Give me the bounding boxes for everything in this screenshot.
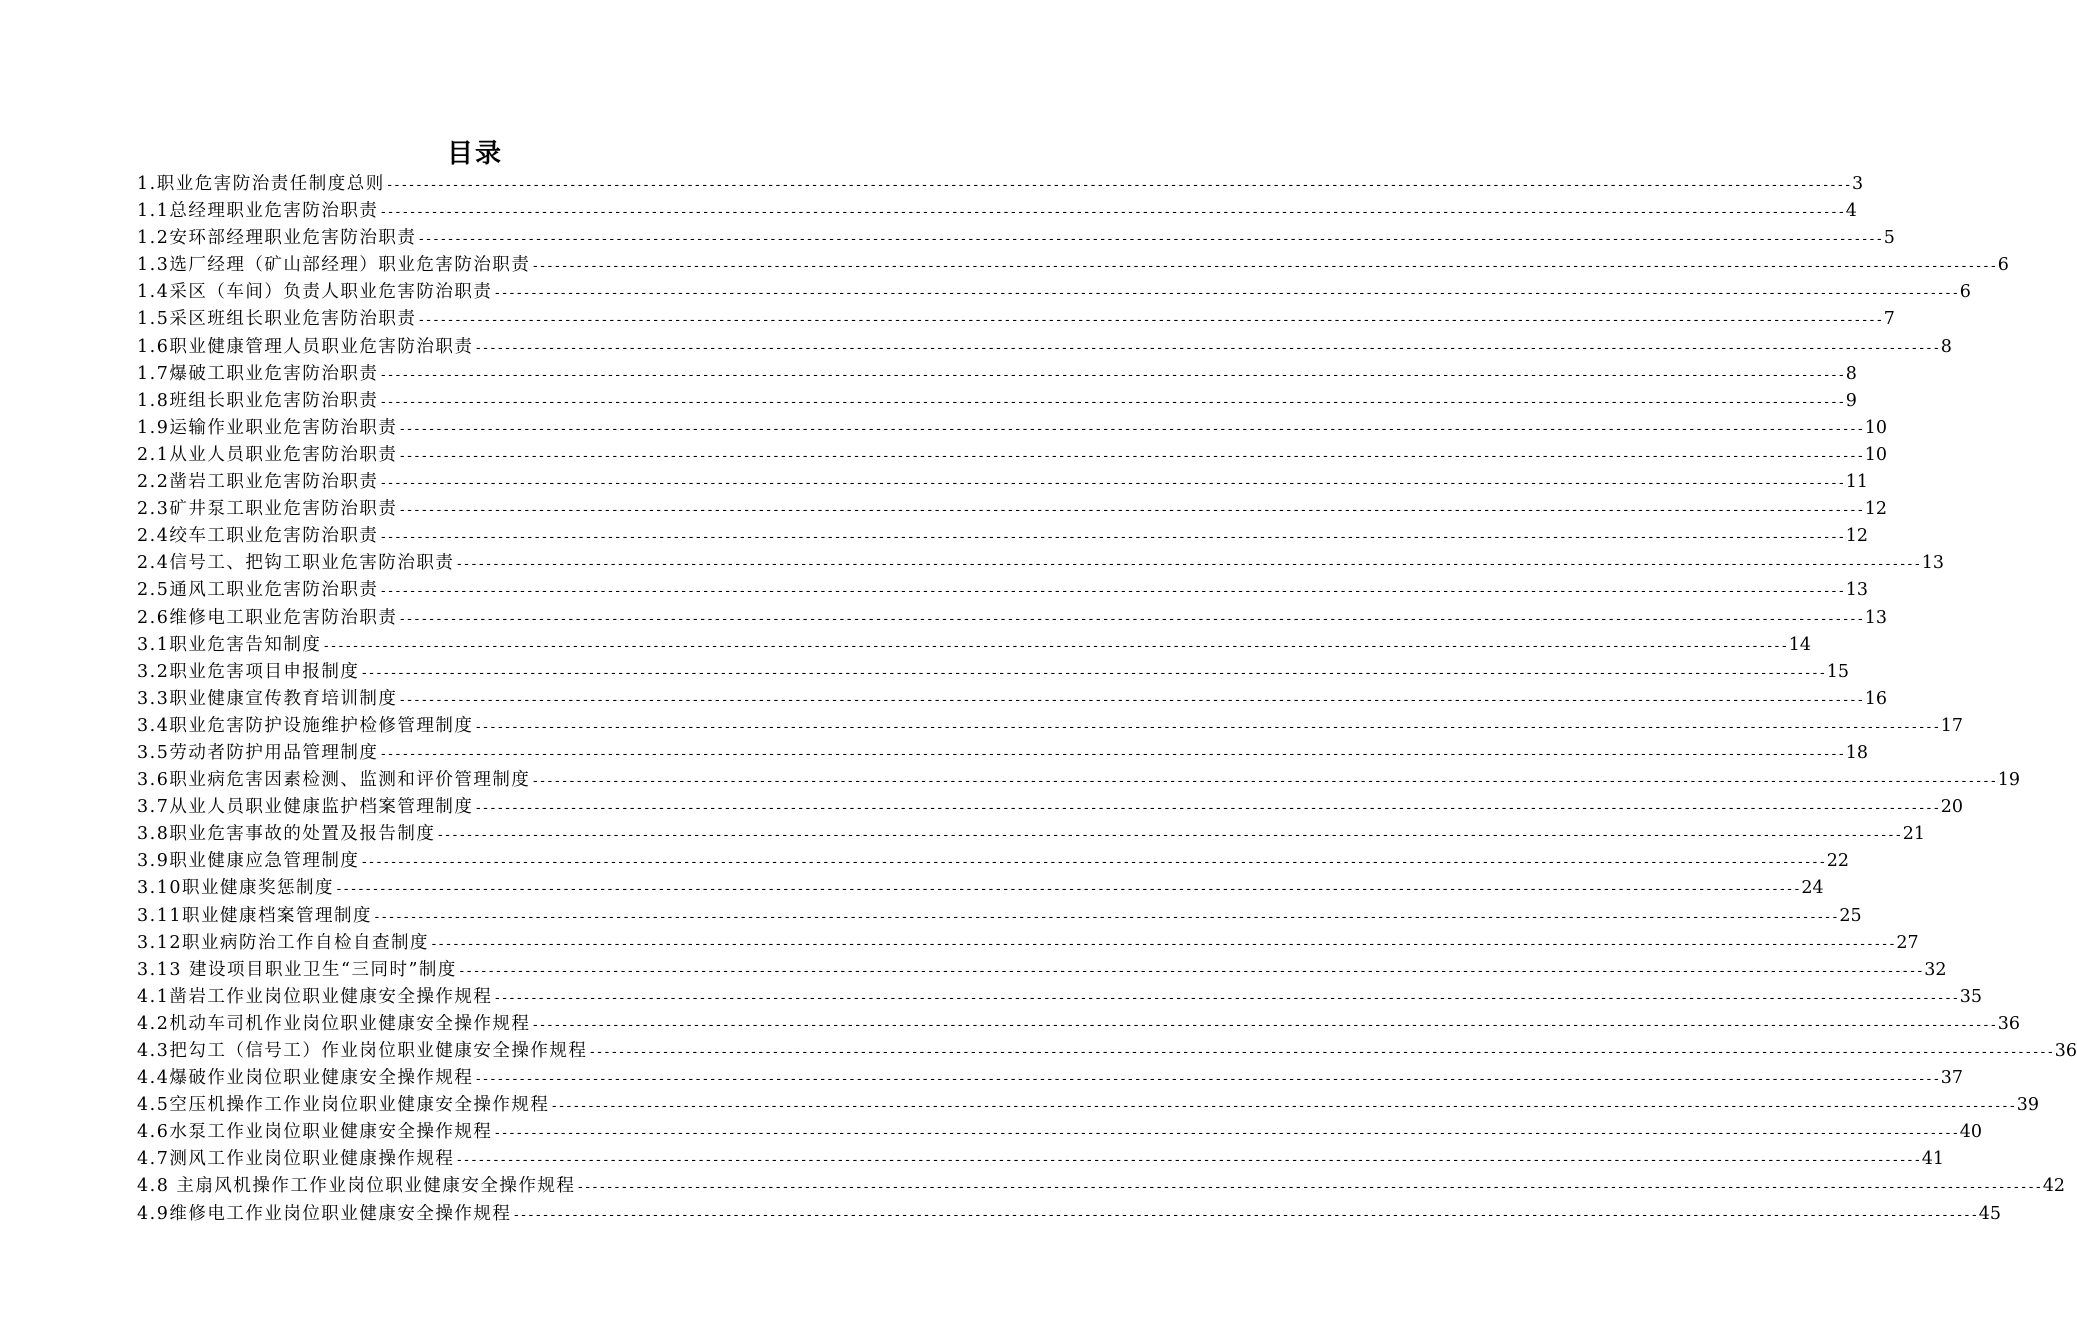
toc-entry-label: 2.2凿岩工职业危害防治职责	[137, 472, 379, 493]
toc-leader-line: --------------------------------------------------------------------------------------------------------------------------------------------------------------------------------------------------------	[417, 232, 1883, 248]
toc-entry-label: 3.3职业健康宣传教育培训制度	[137, 688, 398, 709]
toc-leader-line: --------------------------------------------------------------------------------------------------------------------------------------------------------------------------------------------------------	[455, 557, 1921, 573]
toc-entry-page-number: 25	[1839, 905, 1862, 926]
toc-entry-label: 1.6职业健康管理人员职业危害防治职责	[137, 336, 474, 357]
toc-entry-page-number: 6	[1997, 255, 2009, 276]
toc-leader-line: --------------------------------------------------------------------------------------------------------------------------------------------------------------------------------------------------------	[398, 611, 1864, 627]
toc-entry[interactable]	[137, 1173, 2066, 1200]
toc-leader-line: --------------------------------------------------------------------------------------------------------------------------------------------------------------------------------------------------------	[385, 178, 1852, 193]
toc-entry-page-number: 21	[1902, 824, 1925, 845]
toc-entry-page-number: 8	[1845, 363, 1857, 384]
toc-entry-page-number: 13	[1921, 553, 1944, 574]
toc-entry-label: 1.2安环部经理职业危害防治职责	[137, 228, 417, 249]
toc-entry-page-number: 11	[1845, 472, 1868, 493]
toc-entry-label: 3.9职业健康应急管理制度	[137, 851, 360, 872]
toc-title: 目录	[446, 139, 503, 169]
toc-entry[interactable]	[137, 957, 1947, 984]
toc-entry-label: 2.6维修电工职业危害防治职责	[137, 607, 398, 628]
toc-entry-page-number: 36	[2054, 1041, 2077, 1061]
toc-entry-label: 4.6水泵工作业岗位职业健康安全操作规程	[137, 1122, 493, 1143]
toc-entry[interactable]	[137, 496, 1887, 523]
toc-entry[interactable]	[137, 821, 1925, 848]
toc-entry[interactable]	[137, 225, 1895, 252]
toc-entry[interactable]	[137, 848, 1849, 875]
toc-entry-page-number: 22	[1826, 851, 1849, 872]
toc-entry[interactable]	[137, 442, 1887, 469]
toc-entry-label: 3.5劳动者防护用品管理制度	[137, 742, 379, 763]
toc-leader-line: --------------------------------------------------------------------------------------------------------------------------------------------------------------------------------------------------------	[512, 1207, 1978, 1223]
toc-entry[interactable]	[137, 252, 2009, 279]
toc-entry-page-number: 8	[1940, 336, 1952, 357]
toc-entry[interactable]	[137, 794, 1963, 821]
toc-entry-page-number: 12	[1864, 499, 1887, 520]
toc-entry-page-number: 10	[1864, 444, 1887, 465]
toc-leader-line: --------------------------------------------------------------------------------------------------------------------------------------------------------------------------------------------------------	[379, 746, 1845, 762]
toc-entry-label: 3.10职业健康奖惩制度	[137, 878, 334, 899]
toc-entry-label: 1.8班组长职业危害防治职责	[137, 390, 379, 411]
toc-leader-line: --------------------------------------------------------------------------------------------------------------------------------------------------------------------------------------------------------	[474, 801, 1940, 817]
toc-entry-label: 1.4采区（车间）负责人职业危害防治职责	[137, 282, 493, 303]
toc-entry-label: 1.1总经理职业危害防治职责	[137, 201, 379, 222]
toc-entry-page-number: 45	[1978, 1203, 2001, 1224]
toc-entry-label: 3.6职业病危害因素检测、监测和评价管理制度	[137, 770, 531, 791]
toc-entry-page-number: 16	[1864, 688, 1887, 709]
toc-entry[interactable]	[137, 388, 1857, 415]
toc-entry-label: 3.7从业人员职业健康监护档案管理制度	[137, 797, 474, 818]
toc-entry-page-number: 6	[1959, 282, 1971, 303]
toc-entry[interactable]	[137, 659, 1849, 686]
toc-leader-line: --------------------------------------------------------------------------------------------------------------------------------------------------------------------------------------------------------	[360, 855, 1826, 871]
toc-entry-label: 1.职业危害防治责任制度总则	[137, 174, 385, 194]
toc-leader-line: --------------------------------------------------------------------------------------------------------------------------------------------------------------------------------------------------------	[550, 1099, 2016, 1115]
toc-entry[interactable]	[137, 686, 1887, 713]
toc-entry[interactable]	[137, 334, 1952, 361]
toc-leader-line: --------------------------------------------------------------------------------------------------------------------------------------------------------------------------------------------------------	[429, 936, 1896, 952]
toc-entry-page-number: 10	[1864, 417, 1887, 438]
toc-entry-label: 3.1职业危害告知制度	[137, 634, 322, 655]
toc-entry[interactable]	[137, 523, 1868, 550]
toc-entry-label: 3.12职业病防治工作自检自查制度	[137, 932, 429, 953]
toc-entry-page-number: 19	[1997, 770, 2020, 791]
toc-entry-page-number: 42	[2042, 1176, 2066, 1197]
toc-leader-line: --------------------------------------------------------------------------------------------------------------------------------------------------------------------------------------------------------	[398, 448, 1864, 464]
toc-entry[interactable]	[137, 740, 1868, 767]
toc-leader-line: --------------------------------------------------------------------------------------------------------------------------------------------------------------------------------------------------------	[493, 286, 1959, 302]
toc-entry-label: 4.2机动车司机作业岗位职业健康安全操作规程	[137, 1013, 531, 1034]
toc-leader-line: --------------------------------------------------------------------------------------------------------------------------------------------------------------------------------------------------------	[379, 394, 1845, 410]
toc-entry-label: 3.4职业危害防护设施维护检修管理制度	[137, 715, 474, 736]
toc-entry[interactable]	[137, 984, 1982, 1011]
toc-entry[interactable]	[137, 713, 1963, 740]
toc-entry-label: 2.5通风工职业危害防治职责	[137, 580, 379, 601]
toc-entry-page-number: 7	[1883, 309, 1895, 330]
toc-entry[interactable]	[137, 1011, 2020, 1038]
toc-leader-line: --------------------------------------------------------------------------------------------------------------------------------------------------------------------------------------------------------	[322, 638, 1788, 654]
toc-entry[interactable]	[137, 171, 1864, 198]
toc-entry[interactable]	[137, 1065, 1963, 1092]
toc-entry-page-number: 4	[1845, 201, 1857, 222]
toc-entry-label: 4.3把勾工（信号工）作业岗位职业健康安全操作规程	[137, 1041, 588, 1061]
toc-leader-line: --------------------------------------------------------------------------------------------------------------------------------------------------------------------------------------------------------	[379, 530, 1845, 546]
toc-entry-label: 4.7测风工作业岗位职业健康操作规程	[137, 1149, 455, 1170]
toc-leader-line: --------------------------------------------------------------------------------------------------------------------------------------------------------------------------------------------------------	[576, 1180, 2042, 1196]
toc-leader-line: --------------------------------------------------------------------------------------------------------------------------------------------------------------------------------------------------------	[379, 476, 1845, 492]
toc-leader-line: --------------------------------------------------------------------------------------------------------------------------------------------------------------------------------------------------------	[531, 259, 1997, 275]
toc-entry[interactable]	[137, 1038, 2077, 1065]
toc-entry-label: 1.7爆破工职业危害防治职责	[137, 363, 379, 384]
toc-entry-page-number: 17	[1940, 715, 1963, 736]
toc-entry[interactable]	[137, 550, 1944, 577]
toc-entry-page-number: 39	[2016, 1095, 2039, 1116]
toc-entry-page-number: 5	[1883, 228, 1895, 249]
toc-entry-page-number: 12	[1845, 526, 1868, 547]
toc-leader-line: --------------------------------------------------------------------------------------------------------------------------------------------------------------------------------------------------------	[398, 503, 1864, 519]
toc-entry-label: 1.3选厂经理（矿山部经理）职业危害防治职责	[137, 255, 531, 276]
toc-entry-page-number: 20	[1940, 797, 1963, 818]
toc-entry[interactable]	[137, 875, 1824, 902]
toc-entry-label: 4.4爆破作业岗位职业健康安全操作规程	[137, 1068, 474, 1089]
toc-entry[interactable]	[137, 306, 1895, 333]
toc-entry[interactable]	[137, 198, 1857, 225]
toc-entry[interactable]	[137, 279, 1971, 306]
toc-entry-page-number: 18	[1845, 742, 1868, 763]
toc-entry-page-number: 35	[1959, 986, 1982, 1007]
toc-leader-line: --------------------------------------------------------------------------------------------------------------------------------------------------------------------------------------------------------	[474, 1072, 1940, 1088]
toc-entry-page-number: 36	[1997, 1013, 2020, 1034]
toc-entry[interactable]	[137, 415, 1887, 442]
toc-entry-label: 4.1凿岩工作业岗位职业健康安全操作规程	[137, 986, 493, 1007]
toc-entry-label: 2.1从业人员职业危害防治职责	[137, 444, 398, 465]
toc-entry-label: 4.5空压机操作工作业岗位职业健康安全操作规程	[137, 1095, 550, 1116]
toc-entry-label: 1.9运输作业职业危害防治职责	[137, 417, 398, 438]
toc-entry[interactable]	[137, 1146, 1944, 1173]
toc-leader-line: --------------------------------------------------------------------------------------------------------------------------------------------------------------------------------------------------------	[474, 340, 1940, 356]
toc-entry-label: 2.4信号工、把钩工职业危害防治职责	[137, 553, 455, 574]
toc-leader-line: --------------------------------------------------------------------------------------------------------------------------------------------------------------------------------------------------------	[493, 990, 1959, 1006]
toc-entry-page-number: 3	[1852, 174, 1864, 194]
toc-entry-page-number: 41	[1921, 1149, 1944, 1170]
toc-entry[interactable]	[137, 469, 1868, 496]
toc-leader-line: --------------------------------------------------------------------------------------------------------------------------------------------------------------------------------------------------------	[372, 909, 1839, 925]
toc-leader-line: --------------------------------------------------------------------------------------------------------------------------------------------------------------------------------------------------------	[436, 828, 1902, 844]
toc-entry-page-number: 32	[1924, 959, 1947, 980]
toc-leader-line: --------------------------------------------------------------------------------------------------------------------------------------------------------------------------------------------------------	[474, 719, 1940, 735]
toc-entry[interactable]	[137, 903, 1862, 930]
toc-entry-label: 3.11职业健康档案管理制度	[137, 905, 372, 926]
toc-leader-line: --------------------------------------------------------------------------------------------------------------------------------------------------------------------------------------------------------	[455, 1153, 1921, 1169]
toc-entry-label: 2.3矿井泵工职业危害防治职责	[137, 499, 398, 520]
toc-leader-line: --------------------------------------------------------------------------------------------------------------------------------------------------------------------------------------------------------	[493, 1126, 1959, 1142]
toc-entry-page-number: 9	[1845, 390, 1857, 411]
toc-entry-page-number: 37	[1940, 1068, 1963, 1089]
toc-entry[interactable]	[137, 1119, 1982, 1146]
toc-entry-label: 3.2职业危害项目申报制度	[137, 661, 360, 682]
toc-entry[interactable]	[137, 632, 1811, 659]
toc-entry-label: 2.4绞车工职业危害防治职责	[137, 526, 379, 547]
toc-entry-label: 3.8职业危害事故的处置及报告制度	[137, 824, 436, 845]
toc-entry[interactable]	[137, 605, 1887, 632]
toc-entry[interactable]	[137, 767, 2020, 794]
toc-entry[interactable]	[137, 930, 1919, 957]
toc-entry-page-number: 40	[1959, 1122, 1982, 1143]
toc-entry-label: 4.8 主扇风机操作工作业岗位职业健康安全操作规程	[137, 1176, 576, 1197]
toc-entry-label: 4.9维修电工作业岗位职业健康安全操作规程	[137, 1203, 512, 1224]
toc-entry-page-number: 24	[1801, 878, 1824, 899]
toc-entry-label: 1.5采区班组长职业危害防治职责	[137, 309, 417, 330]
toc-entry-page-number: 13	[1845, 580, 1868, 601]
toc-entry[interactable]	[137, 361, 1857, 388]
toc-entry-page-number: 13	[1864, 607, 1887, 628]
toc-entry-page-number: 14	[1788, 634, 1811, 655]
toc-leader-line: --------------------------------------------------------------------------------------------------------------------------------------------------------------------------------------------------------	[379, 205, 1845, 221]
toc-entry[interactable]	[137, 577, 1868, 604]
toc-entry-page-number: 27	[1896, 932, 1919, 953]
toc-entry[interactable]	[137, 1201, 2001, 1228]
toc-leader-line: --------------------------------------------------------------------------------------------------------------------------------------------------------------------------------------------------------	[457, 963, 1924, 979]
toc-leader-line: --------------------------------------------------------------------------------------------------------------------------------------------------------------------------------------------------------	[531, 1017, 1997, 1033]
toc-leader-line: --------------------------------------------------------------------------------------------------------------------------------------------------------------------------------------------------------	[398, 692, 1864, 708]
toc-leader-line: --------------------------------------------------------------------------------------------------------------------------------------------------------------------------------------------------------	[379, 367, 1845, 383]
toc-leader-line: --------------------------------------------------------------------------------------------------------------------------------------------------------------------------------------------------------	[588, 1045, 2054, 1060]
toc-leader-line: --------------------------------------------------------------------------------------------------------------------------------------------------------------------------------------------------------	[360, 665, 1826, 681]
toc-leader-line: --------------------------------------------------------------------------------------------------------------------------------------------------------------------------------------------------------	[379, 584, 1845, 600]
toc-entry-label: 3.13 建设项目职业卫生“三同时”制度	[137, 959, 457, 980]
toc-leader-line: --------------------------------------------------------------------------------------------------------------------------------------------------------------------------------------------------------	[417, 313, 1883, 329]
toc-leader-line: --------------------------------------------------------------------------------------------------------------------------------------------------------------------------------------------------------	[531, 774, 1997, 790]
toc-list	[137, 171, 2077, 1228]
toc-entry-page-number: 15	[1826, 661, 1849, 682]
toc-leader-line: --------------------------------------------------------------------------------------------------------------------------------------------------------------------------------------------------------	[334, 882, 1801, 898]
toc-leader-line: --------------------------------------------------------------------------------------------------------------------------------------------------------------------------------------------------------	[398, 421, 1864, 437]
toc-entry[interactable]	[137, 1092, 2039, 1119]
